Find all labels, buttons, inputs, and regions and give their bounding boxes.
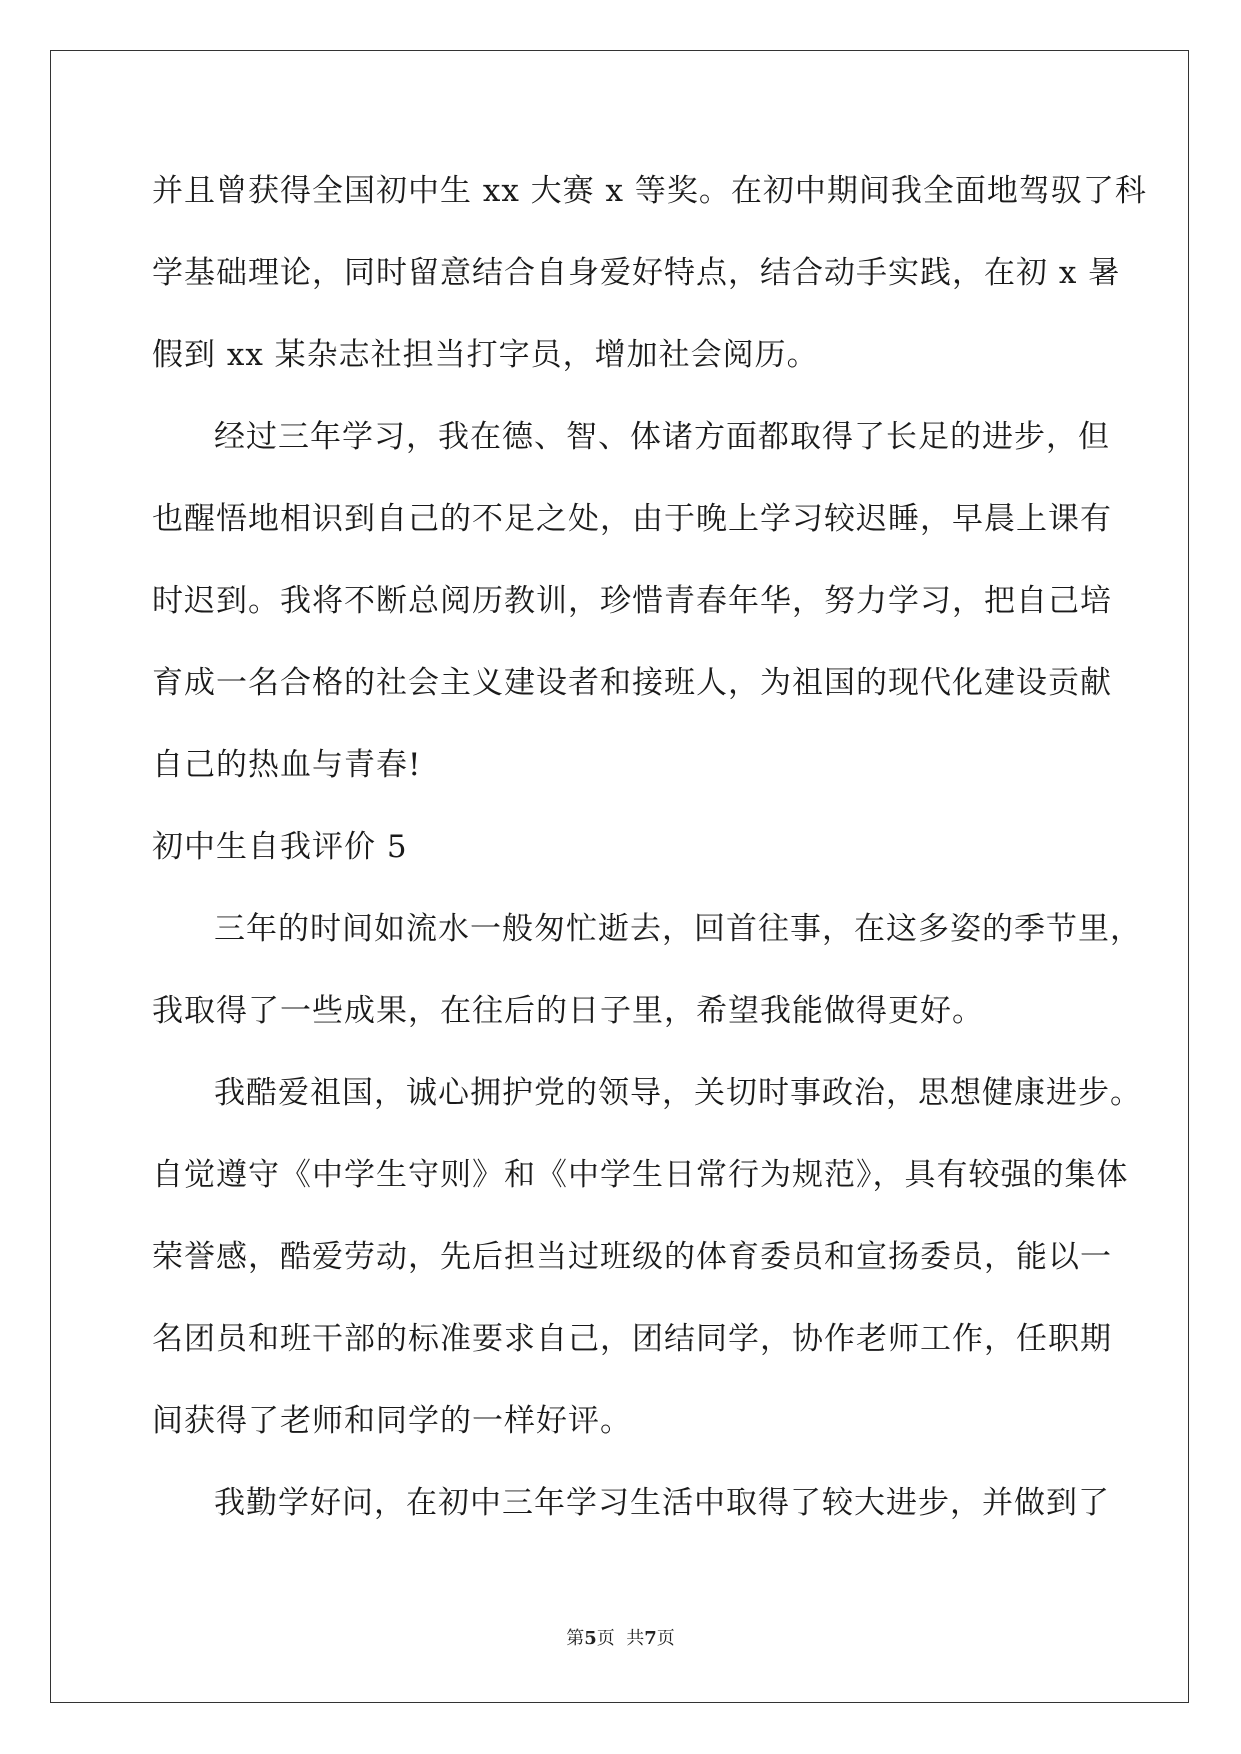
page-footer [0,1624,1241,1650]
total-page-number: 7 [644,1628,657,1649]
text-line: 我取得了一些成果，在往后的日子里，希望我能做得更好。 [152,993,984,1029]
text-line: 我勤学好问，在初中三年学习生活中取得了较大进步，并做到了 [214,1485,1110,1521]
text-line: 学基础理论，同时留意结合自身爱好特点，结合动手实践，在初 x 暑 [152,255,1121,291]
footer-prefix: 第 [566,1628,585,1649]
text-line: 间获得了老师和同学的一样好评。 [152,1403,632,1439]
text-line: 自己的热血与青春! [152,747,422,783]
footer-suffix: 页 [656,1628,675,1649]
text-line: 育成一名合格的社会主义建设者和接班人，为祖国的现代化建设贡献 [152,665,1112,701]
text-line: 自觉遵守《中学生守则》和《中学生日常行为规范》，具有较强的集体 [152,1157,1129,1193]
text-line: 时迟到。我将不断总阅历教训，珍惜青春年华，努力学习，把自己培 [152,583,1112,619]
section-heading: 初中生自我评价 5 [152,829,408,865]
text-line: 经过三年学习，我在德、智、体诸方面都取得了长足的进步，但 [214,419,1110,455]
text-line: 并且曾获得全国初中生 xx 大赛 x 等奖。在初中期间我全面地驾驭了科 [152,173,1147,209]
document-body [152,163,1147,1557]
footer-middle: 页 共 [596,1628,645,1649]
text-line: 名团员和班干部的标准要求自己，团结同学，协作老师工作，任职期 [152,1321,1112,1357]
text-line: 荣誉感，酷爱劳动，先后担当过班级的体育委员和宣扬委员，能以一 [152,1239,1112,1275]
text-line: 三年的时间如流水一般匆忙逝去，回首往事，在这多姿的季节里， [214,911,1142,947]
current-page-number: 5 [584,1628,597,1649]
text-line: 我酷爱祖国，诚心拥护党的领导，关切时事政治，思想健康进步。 [214,1075,1142,1111]
text-line: 假到 xx 某杂志社担当打字员，增加社会阅历。 [152,337,819,373]
text-line: 也醒悟地相识到自己的不足之处，由于晚上学习较迟睡，早晨上课有 [152,501,1112,537]
